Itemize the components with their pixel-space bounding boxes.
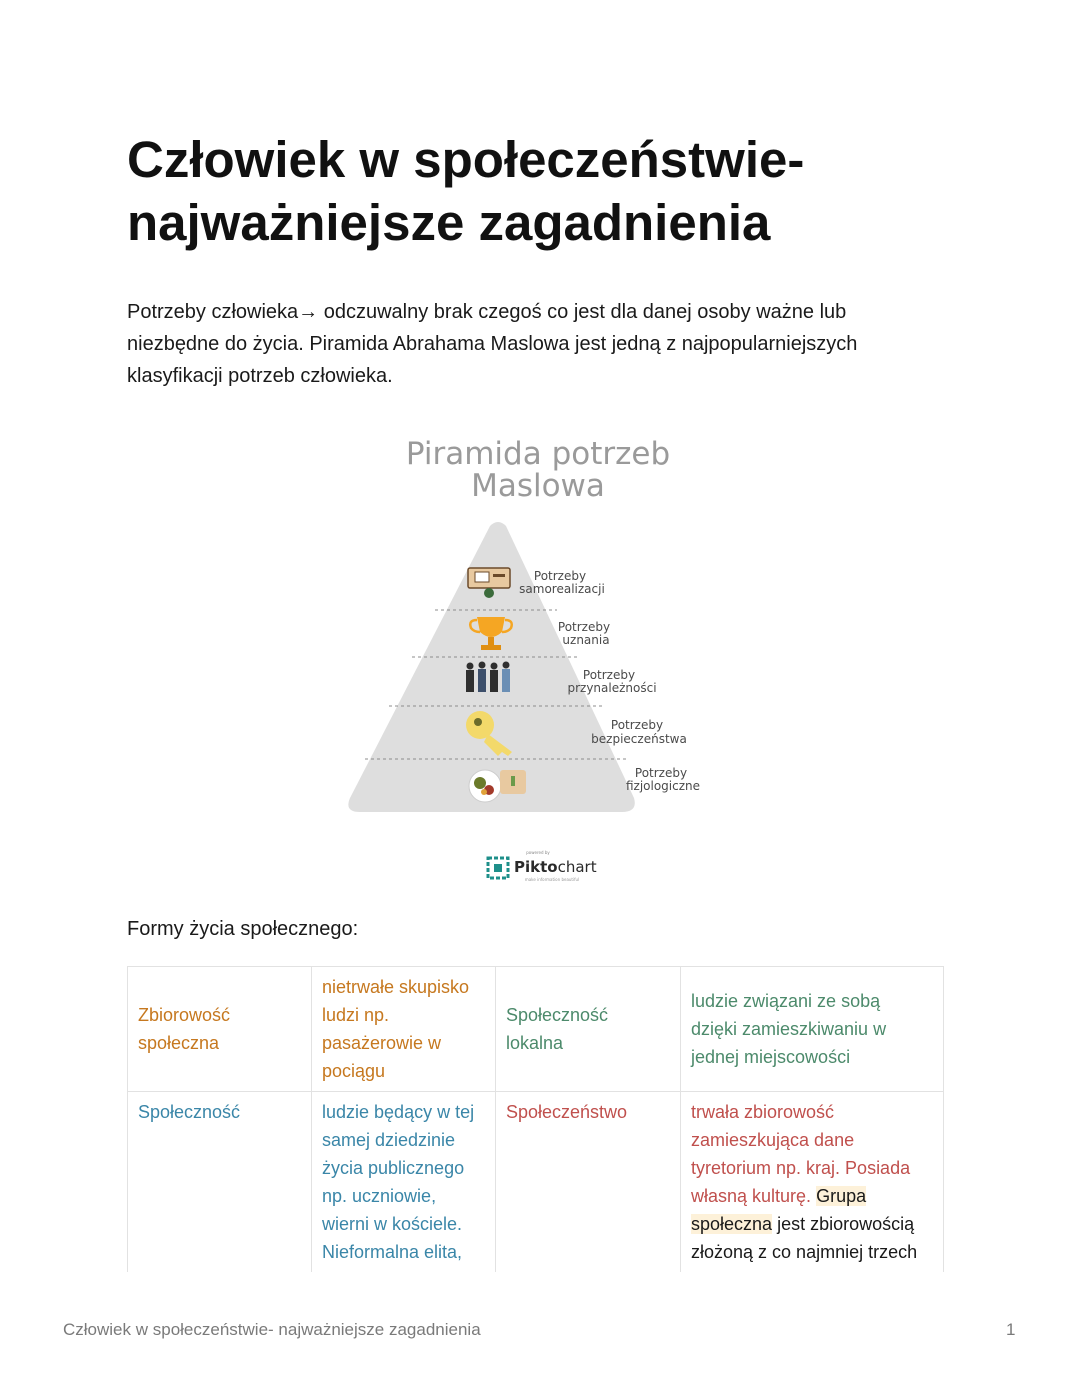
intro-line-2: niezbędne do życia. Piramida Abrahama Maslowa jest jedną z najpopularniejszych xyxy=(127,333,858,355)
table-cell-term: Społeczeństwo xyxy=(496,1092,681,1273)
document-title xyxy=(127,128,987,254)
level-label-1-line-1: Potrzeby xyxy=(533,569,587,583)
svg-text:make information beautiful: make information beautiful xyxy=(524,877,580,882)
table-cell-definition: trwała zbiorowość zamieszkująca dane tyretorium np. kraj. Posiada własną kulturę. Grupa społeczna jest zbiorowością złożoną z co najmniej trzech xyxy=(681,1092,944,1273)
pyramid-title-line-1: Piramida potrzeb xyxy=(405,436,671,472)
intro-paragraph xyxy=(127,296,957,392)
intro-line-3: klasyfikacji potrzeb człowieka. xyxy=(127,365,393,387)
title-line-2: najważniejsze zagadnienia xyxy=(127,194,771,251)
highlighted-term: Grupa xyxy=(816,1186,867,1206)
intro-line-1: Potrzeby człowieka→ odczuwalny brak czegoś co jest dla danej osoby ważne lub xyxy=(127,301,847,323)
table-row xyxy=(128,967,944,1092)
table-cell-term: Społeczność xyxy=(128,1092,312,1273)
table-cell-term: Zbiorowość społeczna xyxy=(128,967,312,1092)
level-label-4-line-1: Potrzeby xyxy=(610,718,664,732)
level-label-3-line-1: Potrzeby xyxy=(582,668,636,682)
level-label-5-line-2: fizjologiczne xyxy=(625,779,701,793)
footer-page-number: 1 xyxy=(1006,1320,1016,1339)
svg-text:powered by: powered by xyxy=(526,850,550,855)
table-cell-definition: ludzie związani ze sobą dzięki zamieszkiwaniu w jednej miejscowości xyxy=(681,967,944,1092)
social-forms-table xyxy=(127,966,944,1272)
table-cell-definition: ludzie będący w tej samej dziedzinie życia publicznego np. uczniowie, wierni w kościele. Nieformalna elita, xyxy=(312,1092,496,1273)
pyramid-title-line-2: Maslowa xyxy=(471,468,605,504)
level-label-3-line-2: przynależności xyxy=(567,681,657,695)
highlighted-term: społeczna xyxy=(691,1214,773,1234)
level-label-4-line-2: bezpieczeństwa xyxy=(591,732,687,746)
svg-text:Piktochart: Piktochart xyxy=(514,858,597,876)
section-label-forms: Formy życia społecznego: xyxy=(127,918,359,940)
footer-document-title: Człowiek w społeczeństwie- najważniejsze zagadnienia xyxy=(63,1320,481,1339)
table-cell-definition: nietrwałe skupisko ludzi np. pasażerowie w pociągu xyxy=(312,967,496,1092)
level-label-2-line-2: uznania xyxy=(562,633,610,647)
level-label-5-line-1: Potrzeby xyxy=(634,766,688,780)
table-cell-term: Społeczność lokalna xyxy=(496,967,681,1092)
table-row xyxy=(128,1092,944,1273)
maslow-pyramid-figure xyxy=(322,430,762,900)
title-line-1: Człowiek w społeczeństwie- xyxy=(127,131,805,188)
level-label-2-line-1: Potrzeby xyxy=(557,620,611,634)
level-label-1-line-2: samorealizacji xyxy=(519,582,605,596)
